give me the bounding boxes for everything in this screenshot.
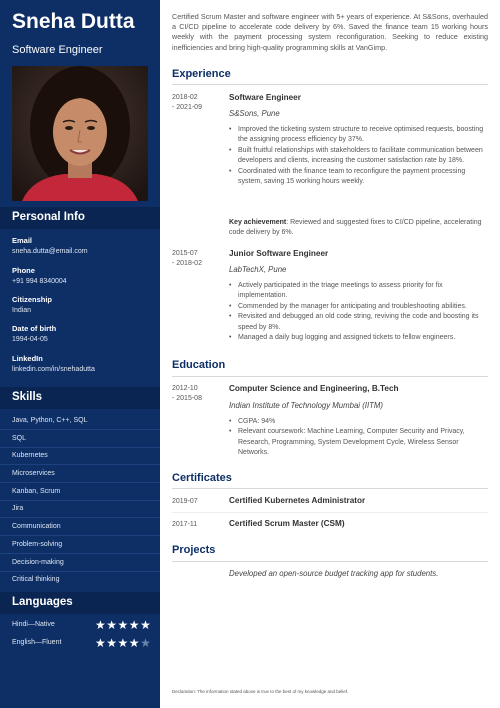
star-rating bbox=[95, 636, 151, 650]
key-achievement bbox=[229, 218, 487, 239]
star-icon: ★ bbox=[95, 618, 107, 632]
education-title: Education bbox=[172, 359, 226, 371]
linkedin-label: LinkedIn bbox=[12, 354, 43, 363]
section-divider bbox=[172, 561, 488, 562]
projects-title: Projects bbox=[172, 544, 216, 556]
section-divider bbox=[172, 376, 488, 377]
star-icon: ★ bbox=[140, 618, 152, 632]
skill-item: Kanban, Scrum bbox=[12, 488, 61, 495]
date-of-birth-value: 1994-04-05 bbox=[12, 336, 48, 343]
job-company: S&Sons, Pune bbox=[229, 109, 280, 118]
job-company: LabTechX, Pune bbox=[229, 265, 287, 274]
star-icon: ★ bbox=[106, 618, 118, 632]
personal-info-header: Personal Info bbox=[0, 207, 160, 229]
skill-item: Decision-making bbox=[12, 559, 64, 566]
skill-divider bbox=[0, 429, 160, 430]
skill-divider bbox=[0, 517, 160, 518]
job-bullets bbox=[229, 281, 489, 343]
row-divider bbox=[172, 512, 488, 513]
citizenship-value: Indian bbox=[12, 307, 32, 314]
person-photo-icon bbox=[12, 66, 148, 201]
skill-item: Microservices bbox=[12, 470, 55, 477]
job-title: Junior Software Engineer bbox=[229, 249, 329, 258]
star-icon: ★ bbox=[140, 636, 152, 650]
job-date: 2018-02 - 2021-09 bbox=[172, 94, 202, 111]
list-item: • Commended by the manager for anticipating and troubleshooting abilities. bbox=[229, 302, 489, 312]
summary-text: Certified Scrum Master and software engineer with 5+ years of experience. At S&Sons, overhauled a CI/CD pipeline to accelerate code delivery by 6%. Saved the finance team 15 working hours weekly with the payment processing system reconfiguration. Seeking to reduce existing inefficiencies and bring high-quality programming skills at VanGimp. bbox=[172, 12, 488, 52]
star-icon: ★ bbox=[117, 636, 129, 650]
email-label: Email bbox=[12, 236, 33, 245]
citizenship-label: Citizenship bbox=[12, 295, 53, 304]
languages-header: Languages bbox=[0, 592, 160, 614]
skill-item: Problem-solving bbox=[12, 541, 63, 548]
certificates-title: Certificates bbox=[172, 472, 232, 484]
email-value[interactable]: sneha.dutta@email.com bbox=[12, 248, 88, 255]
star-icon: ★ bbox=[117, 618, 129, 632]
experience-title: Experience bbox=[172, 68, 231, 80]
phone-label: Phone bbox=[12, 266, 35, 275]
list-item: • Actively participated in the triage meetings to assess priority for fix implementation. bbox=[229, 281, 489, 302]
linkedin-value[interactable]: linkedin.com/in/snehadutta bbox=[12, 366, 95, 373]
star-icon: ★ bbox=[128, 636, 141, 650]
main-content bbox=[160, 0, 500, 708]
certificate-date: 2019-07 bbox=[172, 498, 198, 505]
date-of-birth-label: Date of birth bbox=[12, 324, 57, 333]
education-bullets bbox=[229, 417, 489, 459]
skill-item: Communication bbox=[12, 523, 61, 530]
language-name: Hindi—Native bbox=[12, 621, 55, 628]
list-item: • CGPA: 94% bbox=[229, 417, 489, 427]
language-row bbox=[12, 620, 150, 632]
skills-header: Skills bbox=[0, 387, 160, 409]
list-item: • Revisited and debugged an old code string, reviving the code and boosting its speed by 8%. bbox=[229, 312, 489, 333]
star-icon: ★ bbox=[95, 636, 107, 650]
section-divider bbox=[172, 488, 488, 489]
skill-divider bbox=[0, 447, 160, 448]
star-rating bbox=[95, 618, 151, 632]
language-row bbox=[12, 638, 150, 650]
skill-divider bbox=[0, 464, 160, 465]
key-achievement-text: : Reviewed and suggested fixes to CI/CD pipeline, accelerating code delivery by 6%. bbox=[229, 219, 482, 237]
skill-divider bbox=[0, 571, 160, 572]
skill-divider bbox=[0, 500, 160, 501]
skill-item: Kubernetes bbox=[12, 452, 48, 459]
skill-item: Java, Python, C++, SQL bbox=[12, 417, 88, 424]
project-item: Developed an open-source budget tracking app for students. bbox=[229, 569, 439, 578]
list-item: • Managed a daily bug logging and assigned tickets to fellow engineers. bbox=[229, 333, 489, 343]
list-item: • Relevant coursework: Machine Learning, Computer Security and Privacy, Research, Programming, System Development Cycle, Wireless Sensor Networks. bbox=[229, 427, 489, 458]
certificate-name: Certified Scrum Master (CSM) bbox=[229, 519, 345, 528]
skill-divider bbox=[0, 535, 160, 536]
declaration-text: Declaration: The information stated above is true to the best of my knowledge and belief. bbox=[172, 689, 349, 694]
skill-divider bbox=[0, 553, 160, 554]
list-item: • Improved the ticketing system structure to receive optimised requests, boosting the assigning process efficiency by 37%. bbox=[229, 125, 489, 146]
phone-value[interactable]: +91 994 8340004 bbox=[12, 278, 67, 285]
skill-item: Jira bbox=[12, 505, 24, 512]
job-bullets bbox=[229, 125, 489, 187]
education-school: Indian Institute of Technology Mumbai (IITM) bbox=[229, 401, 383, 410]
skill-item: Critical thinking bbox=[12, 576, 60, 583]
job-title: Software Engineer bbox=[229, 93, 301, 102]
education-degree: Computer Science and Engineering, B.Tech bbox=[229, 384, 399, 393]
skill-divider bbox=[0, 482, 160, 483]
section-divider bbox=[172, 84, 488, 85]
list-item: • Built fruitful relationships with stakeholders to facilitate communication between developers and clients, increasing the customer satisfaction rate by 18%. bbox=[229, 146, 489, 167]
candidate-name: Sneha Dutta bbox=[12, 10, 135, 33]
list-item: • Coordinated with the finance team to reconfigure the payment processing system, saving 15 working hours weekly. bbox=[229, 167, 489, 188]
sidebar bbox=[0, 0, 160, 708]
skill-item: SQL bbox=[12, 435, 27, 442]
key-achievement-label: Key achievement bbox=[229, 219, 287, 226]
job-date: 2015-07 - 2018-02 bbox=[172, 250, 202, 267]
candidate-role: Software Engineer bbox=[12, 44, 103, 56]
star-icon: ★ bbox=[128, 618, 141, 632]
language-name: English—Fluent bbox=[12, 639, 62, 646]
certificate-date: 2017-11 bbox=[172, 521, 198, 528]
education-date: 2012-10 - 2015-08 bbox=[172, 385, 202, 402]
certificate-name: Certified Kubernetes Administrator bbox=[229, 496, 366, 505]
star-icon: ★ bbox=[106, 636, 118, 650]
